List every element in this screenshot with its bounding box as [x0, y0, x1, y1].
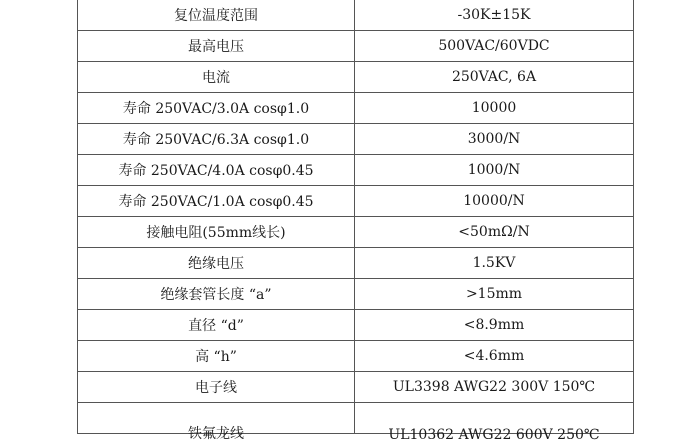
value-cell: 10000 — [355, 93, 634, 124]
param-cell: 接触电阻(55mm线长) — [78, 217, 355, 248]
table-row — [78, 186, 634, 217]
value-cell: 3000/N — [355, 124, 634, 155]
param-cell: 寿命 250VAC/3.0A cosφ1.0 — [78, 93, 355, 124]
param-cell: 电子线 — [78, 372, 355, 403]
param-cell — [78, 403, 355, 442]
table-row — [78, 248, 634, 279]
value-cell — [355, 403, 634, 443]
value-cell: 1000/N — [355, 155, 634, 186]
value-cell: UL3398 AWG22 300V 150℃ — [355, 372, 634, 403]
table-row — [78, 310, 634, 341]
value-cell: >15mm — [355, 279, 634, 310]
param-cell: 寿命 250VAC/6.3A cosφ1.0 — [78, 124, 355, 155]
table-row — [78, 93, 634, 124]
value-cell: <8.9mm — [355, 310, 634, 341]
table-row — [78, 403, 634, 434]
spec-table — [77, 0, 634, 443]
table-row — [78, 124, 634, 155]
param-cell: 绝缘套管长度 “a” — [78, 279, 355, 310]
table-row — [78, 0, 634, 31]
table-row — [78, 155, 634, 186]
param-cell: 电流 — [78, 62, 355, 93]
spec-table-body — [78, 0, 634, 443]
table-row — [78, 341, 634, 372]
param-cell: 复位温度范围 — [78, 0, 355, 31]
value-cell: 10000/N — [355, 186, 634, 217]
value-text: UL10362 AWG22 600V 250℃ — [388, 427, 600, 443]
param-cell: 寿命 250VAC/1.0A cosφ0.45 — [78, 186, 355, 217]
param-cell: 高 “h” — [78, 341, 355, 372]
value-cell: -30K±15K — [355, 0, 634, 31]
value-cell: 500VAC/60VDC — [355, 31, 634, 62]
table-row — [78, 31, 634, 62]
value-cell: <4.6mm — [355, 341, 634, 372]
param-cell: 直径 “d” — [78, 310, 355, 341]
param-cell: 最高电压 — [78, 31, 355, 62]
table-row — [78, 279, 634, 310]
param-cell: 绝缘电压 — [78, 248, 355, 279]
table-row — [78, 372, 634, 403]
table-row — [78, 62, 634, 93]
param-cell: 寿命 250VAC/4.0A cosφ0.45 — [78, 155, 355, 186]
param-text: 铁氟龙线 — [188, 426, 244, 442]
value-cell: <50mΩ/N — [355, 217, 634, 248]
value-cell: 1.5KV — [355, 248, 634, 279]
table-row — [78, 217, 634, 248]
value-cell: 250VAC, 6A — [355, 62, 634, 93]
